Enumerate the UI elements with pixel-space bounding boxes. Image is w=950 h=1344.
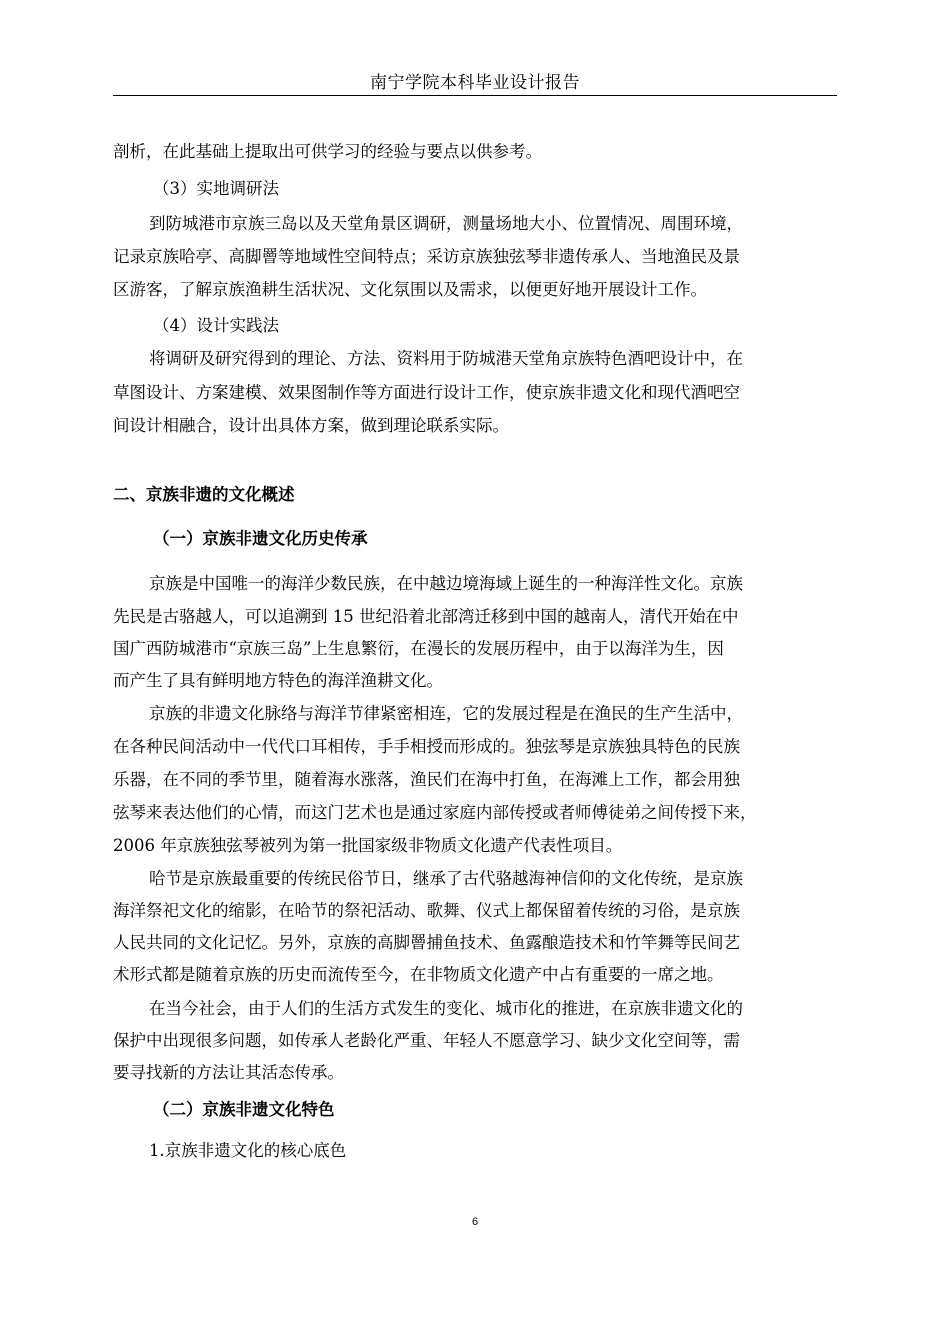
subheading-method-3: （3）实地调研法 xyxy=(153,179,279,198)
paragraph-line: 在当今社会，由于人们的生活方式发生的变化、城市化的推进，在京族非遗文化的 xyxy=(149,999,743,1018)
paragraph-line: 2006 年京族独弦琴被列为第一批国家级非物质文化遗产代表性项目。 xyxy=(113,836,623,855)
paragraph-line: 到防城港市京族三岛以及天堂角景区调研，测量场地大小、位置情况、周围环境， xyxy=(149,214,743,233)
paragraph-line: 京族的非遗文化脉络与海洋节律紧密相连，它的发展过程是在渔民的生产生活中， xyxy=(149,704,743,723)
paragraph-line: 要寻找新的方法让其活态传承。 xyxy=(113,1063,344,1082)
paragraph-line: 乐器，在不同的季节里，随着海水涨落，渔民们在海中打鱼，在海滩上工作，都会用独 xyxy=(113,770,740,789)
paragraph-line: 草图设计、方案建模、效果图制作等方面进行设计工作，使京族非遗文化和现代酒吧空 xyxy=(113,383,740,402)
paragraph-line: 弦琴来表达他们的心情，而这门艺术也是通过家庭内部传授或者师傅徒弟之间传授下来， xyxy=(113,803,757,822)
subsection-heading: （二）京族非遗文化特色 xyxy=(153,1100,335,1119)
paragraph-line: 间设计相融合，设计出具体方案，做到理论联系实际。 xyxy=(113,416,509,435)
paragraph-line: 区游客，了解京族渔耕生活状况、文化氛围以及需求，以便更好地开展设计工作。 xyxy=(113,280,707,299)
paragraph-line: 记录京族哈亭、高脚罾等地域性空间特点；采访京族独弦琴非遗传承人、当地渔民及景 xyxy=(113,247,740,266)
paragraph-line: 术形式都是随着京族的历史而流传至今，在非物质文化遗产中占有重要的一席之地。 xyxy=(113,965,724,984)
paragraph-line: 哈节是京族最重要的传统民俗节日，继承了古代骆越海神信仰的文化传统，是京族 xyxy=(149,869,743,888)
paragraph-line: 京族是中国唯一的海洋少数民族，在中越边境海域上诞生的一种海洋性文化。京族 xyxy=(149,574,743,593)
paragraph-line: 国广西防城港市“京族三岛”上生息繁衍，在漫长的发展历程中，由于以海洋为生，因 xyxy=(113,639,724,658)
page-header-title: 南宁学院本科毕业设计报告 xyxy=(370,73,580,93)
page-number: 6 xyxy=(471,1216,479,1228)
paragraph-line: 保护中出现很多问题，如传承人老龄化严重、年轻人不愿意学习、缺少文化空间等，需 xyxy=(113,1031,740,1050)
subheading-method-4: （4）设计实践法 xyxy=(153,316,279,335)
header-divider xyxy=(113,95,837,96)
subsection-heading: （一）京族非遗文化历史传承 xyxy=(153,529,368,548)
paragraph-line: 剖析，在此基础上提取出可供学习的经验与要点以供参考。 xyxy=(113,142,542,161)
numbered-subheading: 1.京族非遗文化的核心底色 xyxy=(149,1141,347,1160)
paragraph-line: 而产生了具有鲜明地方特色的海洋渔耕文化。 xyxy=(113,671,443,690)
paragraph-line: 人民共同的文化记忆。另外，京族的高脚罾捕鱼技术、鱼露酿造技术和竹竿舞等民间艺 xyxy=(113,933,740,952)
paragraph-line: 在各种民间活动中一代代口耳相传，手手相授而形成的。独弦琴是京族独具特色的民族 xyxy=(113,737,740,756)
paragraph-line: 将调研及研究得到的理论、方法、资料用于防城港天堂角京族特色酒吧设计中，在 xyxy=(149,349,743,368)
paragraph-line: 海洋祭祀文化的缩影，在哈节的祭祀活动、歌舞、仪式上都保留着传统的习俗，是京族 xyxy=(113,901,740,920)
section-heading: 二、京族非遗的文化概述 xyxy=(113,485,295,504)
paragraph-line: 先民是古骆越人，可以追溯到 15 世纪沿着北部湾迁移到中国的越南人，清代开始在中 xyxy=(113,607,739,626)
